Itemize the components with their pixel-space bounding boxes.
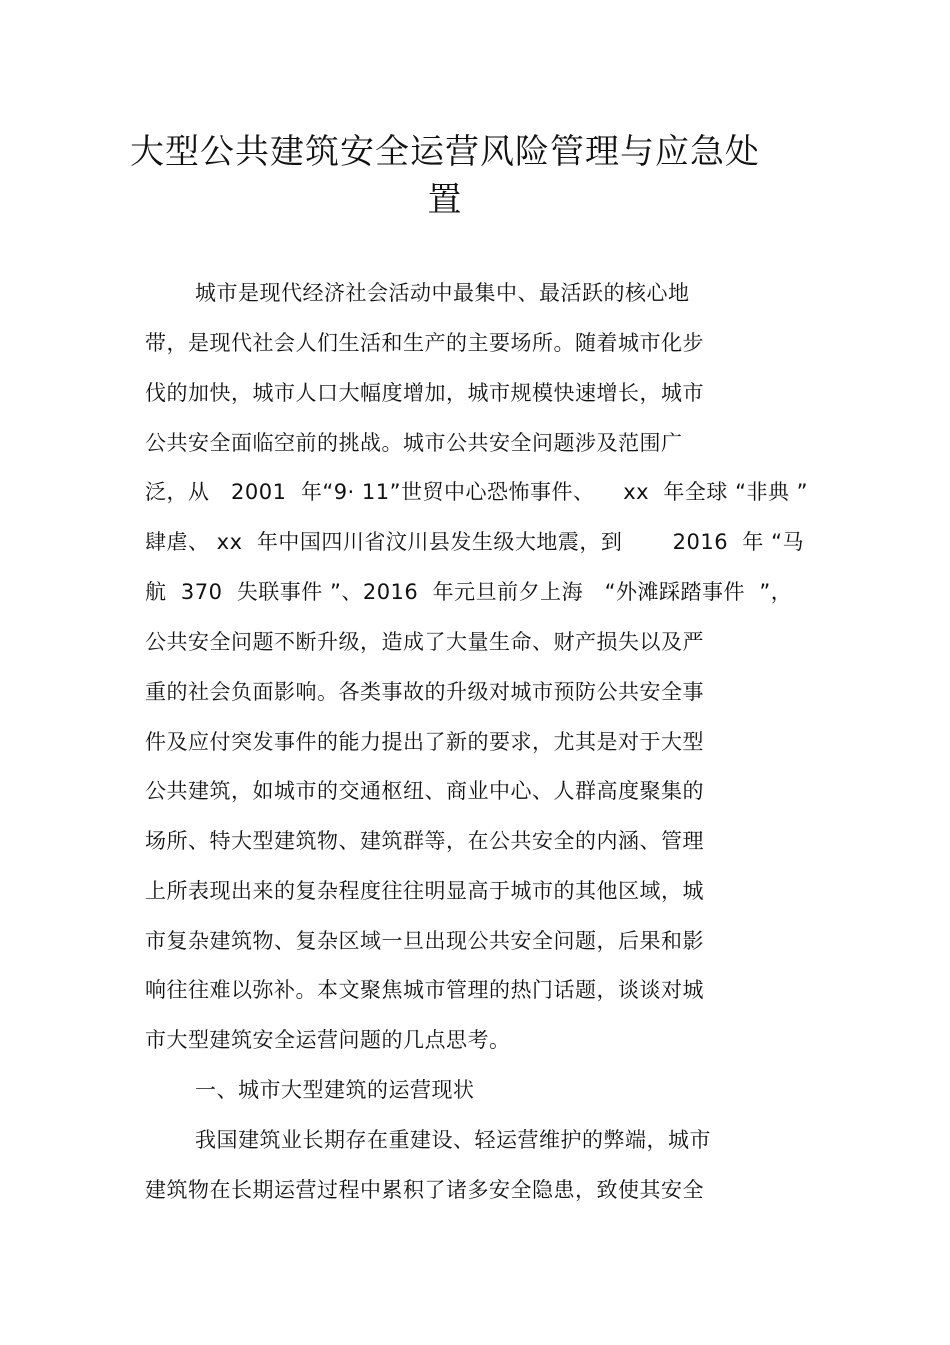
paragraph-line: 场所、特大型建筑物、建筑群等，在公共安全的内涵、管理 (145, 829, 704, 853)
paragraph-line: 公共安全问题不断升级，造成了大量生命、财产损失以及严 (145, 630, 704, 654)
paragraph-line: 建筑物在长期运营过程中累积了诸多安全隐患，致使其安全 (145, 1178, 704, 1202)
paragraph-line: 重的社会负面影响。各类事故的升级对城市预防公共安全事 (145, 680, 704, 704)
section-heading: 一、城市大型建筑的运营现状 (195, 1078, 475, 1102)
paragraph-line: 市复杂建筑物、复杂区域一旦出现公共安全问题，后果和影 (145, 929, 704, 953)
document-title-line-1: 大型公共建筑安全运营风险管理与应急处 (130, 132, 760, 172)
paragraph-line: 肆虐、 xx 年中国四川省汶川县发生级大地震，到 2016 年 “马 (145, 530, 804, 554)
paragraph-line: 城市是现代经济社会活动中最集中、最活跃的核心地 (195, 281, 690, 305)
paragraph-line: 公共安全面临空前的挑战。城市公共安全问题涉及范围广 (145, 431, 683, 455)
paragraph-line: 响往往难以弥补。本文聚焦城市管理的热门话题，谈谈对城 (145, 978, 704, 1002)
paragraph-line: 公共建筑，如城市的交通枢纽、商业中心、人群高度聚集的 (145, 779, 704, 803)
paragraph-line: 泛，从 2001 年“9· 11”世贸中心恐怖事件、 xx 年全球 “非典 ” (145, 480, 809, 504)
paragraph-line: 带，是现代社会人们生活和生产的主要场所。随着城市化步 (145, 331, 704, 355)
paragraph-line: 航 370 失联事件 ”、2016 年元旦前夕上海 “外滩踩踏事件 ”， (145, 580, 793, 604)
paragraph-line: 我国建筑业长期存在重建设、轻运营维护的弊端，城市 (195, 1128, 711, 1152)
paragraph-line: 市大型建筑安全运营问题的几点思考。 (145, 1028, 511, 1052)
paragraph-line: 上所表现出来的复杂程度往往明显高于城市的其他区域，城 (145, 879, 704, 903)
paragraph-line: 件及应付突发事件的能力提出了新的要求，尤其是对于大型 (145, 730, 704, 754)
document-title-line-2: 置 (427, 180, 463, 220)
paragraph-line: 伐的加快，城市人口大幅度增加，城市规模快速增长，城市 (145, 381, 704, 405)
